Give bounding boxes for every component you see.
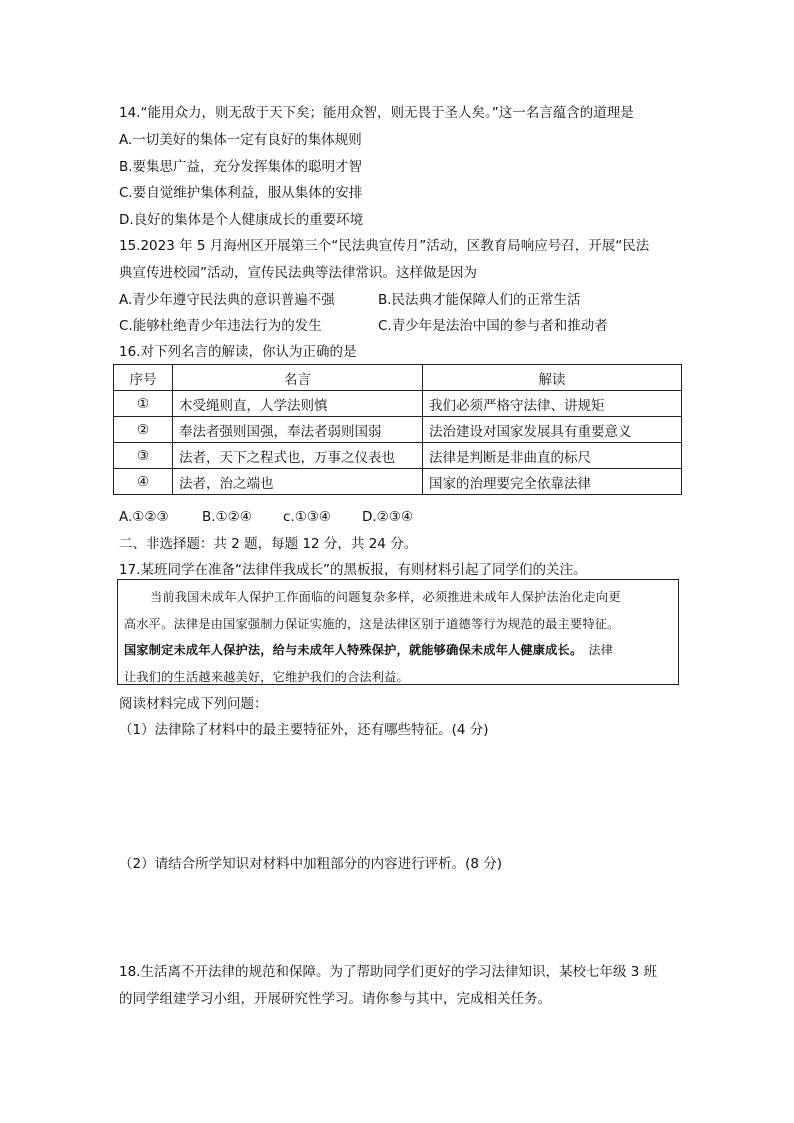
q17-prompt: 阅读材料完成下列问题：: [119, 696, 268, 712]
table-row: [114, 417, 682, 443]
quotes-table: [113, 364, 682, 495]
row-quote: 法者，治之端也: [173, 469, 423, 495]
material-box: [117, 579, 679, 685]
q16-option-c: c.①③④: [283, 509, 332, 525]
row-num: ④: [114, 469, 173, 495]
table-header-row: [114, 365, 682, 391]
row-quote: 奉法者强则国强，奉法者弱则国弱: [173, 417, 423, 443]
q15-option-c: C.能够杜绝青少年违法行为的发生: [119, 318, 322, 334]
row-quote: 木受绳则直，人学法则慎: [173, 391, 423, 417]
q18-line2: 的同学组建学习小组，开展研究性学习。请你参与其中，完成相关任务。: [119, 991, 551, 1007]
q14-option-c: C.要自觉维护集体利益，服从集体的安排: [119, 185, 363, 201]
q16-option-b: B.①②④: [202, 509, 252, 525]
q16-option-a: A.①②③: [119, 509, 169, 525]
q17-sub1: （1）法律除了材料中的最主要特征外，还有哪些特征。(4 分): [119, 722, 489, 738]
q16-stem: 16.对下列名言的解读，你认为正确的是: [119, 344, 357, 360]
row-meaning: 我们必须严格守法律、讲规矩: [423, 391, 682, 417]
row-num: ②: [114, 417, 173, 443]
header-num: 序号: [114, 365, 173, 391]
material-bold-text: 国家制定未成年人保护法，给与未成年人特殊保护，就能够确保未成年人健康成长。: [124, 643, 583, 657]
row-meaning: 法律是判断是非曲直的标尺: [423, 443, 682, 469]
q15-option-a: A.青少年遵守民法典的意识普遍不强: [119, 292, 335, 308]
q15-stem-line2: 典宣传进校园”活动，宣传民法典等法律常识。这样做是因为: [119, 265, 477, 281]
table-row: [114, 443, 682, 469]
q18-line1: 18.生活离不开法律的规范和保障。为了帮助同学们更好的学习法律知识，某校七年级 3 班: [119, 964, 658, 980]
material-line4: 让我们的生活越来越美好，它维护我们的合法利益。: [124, 669, 409, 684]
q15-option-b: B.民法典才能保障人们的正常生活: [378, 292, 581, 308]
table-row: [114, 469, 682, 495]
material-line2: 高水平。法律是由国家强制力保证实施的，这是法律区别于道德等行为规范的最主要特征。: [124, 616, 620, 631]
section-two-heading: 二、非选择题：共 2 题，每题 12 分，共 24 分。: [119, 536, 418, 552]
header-quote: 名言: [173, 365, 423, 391]
q15-stem-line1: 15.2023 年 5 月海州区开展第三个“民法典宣传月”活动，区教育局响应号召，开展“民法: [119, 238, 650, 254]
q17-sub2: （2）请结合所学知识对材料中加粗部分的内容进行评析。(8 分): [119, 856, 503, 872]
q14-option-d: D.良好的集体是个人健康成长的重要环境: [119, 212, 364, 228]
header-meaning: 解读: [423, 365, 682, 391]
q15-option-d: C.青少年是法治中国的参与者和推动者: [378, 318, 608, 334]
q14-option-b: B.要集思广益，充分发挥集体的聪明才智: [119, 159, 363, 175]
material-line3-tail: 法律: [588, 643, 614, 657]
row-num: ③: [114, 443, 173, 469]
material-line1: 当前我国未成年人保护工作面临的问题复杂多样，必须推进未成年人保护法治化走向更: [150, 590, 621, 604]
q17-stem: 17.某班同学在准备“法律伴我成长”的黑板报，有则材料引起了同学们的关注。: [119, 562, 587, 578]
row-meaning: 法治建设对国家发展具有重要意义: [423, 417, 682, 443]
row-quote: 法者，天下之程式也，万事之仪表也: [173, 443, 423, 469]
q16-option-d: D.②③④: [362, 509, 413, 525]
row-num: ①: [114, 391, 173, 417]
row-meaning: 国家的治理要完全依靠法律: [423, 469, 682, 495]
q14-stem: 14.“能用众力，则无敌于天下矣；能用众智，则无畏于圣人矣。”这一名言蕴含的道理是: [119, 105, 634, 121]
q14-option-a: A.一切美好的集体一定有良好的集体规则: [119, 132, 362, 148]
table-row: [114, 391, 682, 417]
